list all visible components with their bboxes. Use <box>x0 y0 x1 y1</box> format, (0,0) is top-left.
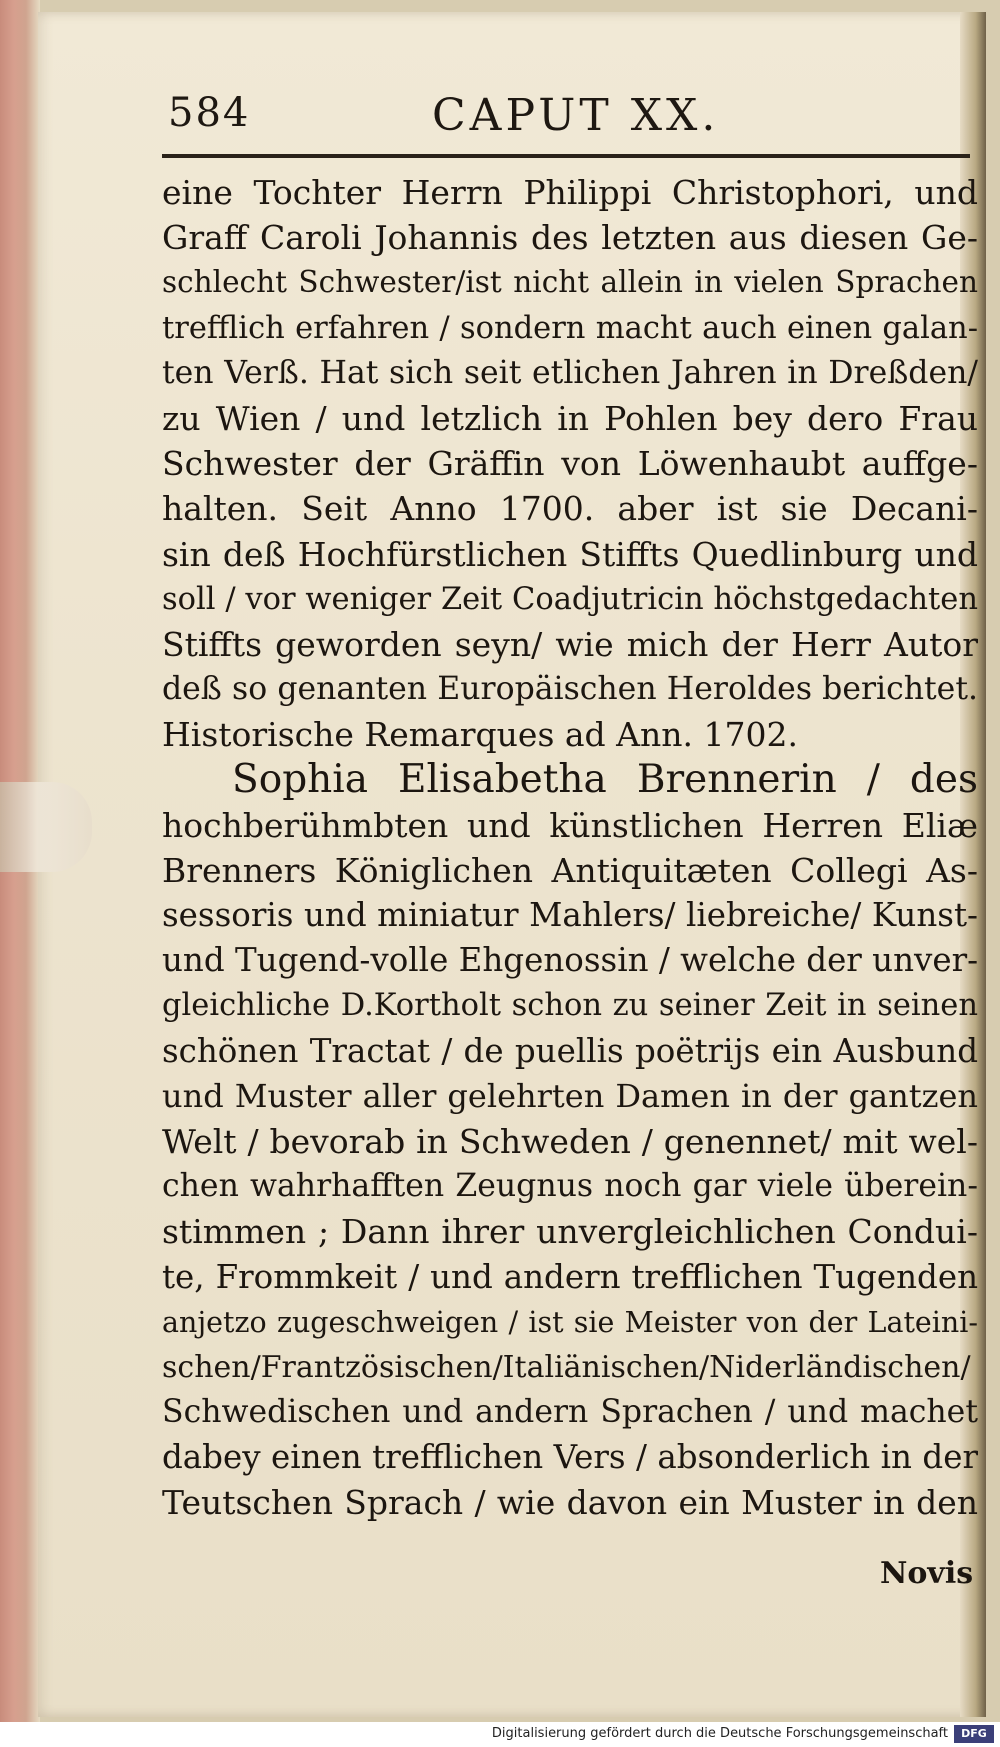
page-header <box>132 90 972 146</box>
header-rule <box>162 154 970 158</box>
page-tab-marker <box>0 782 92 872</box>
text-line: sin deß Hochfürstlichen Stiffts Quedlinburg und <box>162 534 978 574</box>
footer-credit: Digitalisierung gefördert durch die Deutsche Forschungsgemeinschaft <box>491 1726 948 1741</box>
text-line: Teutschen Sprach / wie davon ein Muster in den <box>162 1483 978 1523</box>
entry-heading: Sophia Elisabetha Brennerin / des <box>232 757 978 803</box>
catchword: Novis <box>880 1556 974 1591</box>
text-line: dabey einen trefflichen Vers / absonderlich in der <box>162 1438 978 1477</box>
text-line: zu Wien / und letzlich in Pohlen bey dero Frau <box>162 398 978 438</box>
text-line: Welt / bevorab in Schweden / genennet/ mit wel- <box>162 1121 978 1161</box>
text-line: Brenners Königlichen Antiquitæten Collegi As- <box>162 850 978 890</box>
text-line: Historische Remarques ad Ann. 1702. <box>162 715 798 755</box>
text-line: und Muster aller gelehrten Damen in der gantzen <box>162 1076 978 1115</box>
dfg-logo: DFG <box>954 1725 994 1743</box>
running-head: CAPUT XX. <box>432 90 720 141</box>
text-line: Schwester der Gräffin von Löwenhaubt auffge- <box>162 444 978 484</box>
text-line: chen wahrhafften Zeugnus noch gar viele überein- <box>162 1168 978 1205</box>
text-line: schen/Frantzösischen/Italiänischen/Niderländischen/ <box>162 1349 971 1385</box>
text-line: trefflich erfahren / sondern macht auch einen galan- <box>162 310 978 346</box>
text-line: eine Tochter Herrn Philippi Christophori, und <box>162 173 978 212</box>
text-line: gleichliche D.Kortholt schon zu seiner Zeit in seinen <box>162 988 978 1024</box>
text-line: deß so genanten Europäischen Heroldes berichtet. <box>162 671 978 708</box>
digitization-footer <box>0 1722 1000 1747</box>
text-line: und Tugend-volle Ehgenossin / welche der unver- <box>162 941 978 980</box>
text-line: stimmen ; Dann ihrer unvergleichlichen Condui- <box>162 1212 978 1252</box>
text-line: Schwedischen und andern Sprachen / und machet <box>162 1394 978 1431</box>
body-text <box>162 170 978 1526</box>
text-line: soll / vor weniger Zeit Coadjutricin höchstgedachten <box>162 581 978 617</box>
book-edge <box>0 0 40 1747</box>
text-line: ten Verß. Hat sich seit etlichen Jahren in Dreßden/ <box>162 354 978 391</box>
text-line: sessoris und miniatur Mahlers/ liebreiche/ Kunst- <box>162 896 978 934</box>
text-line: te, Frommkeit / und andern trefflichen Tugenden <box>162 1257 978 1296</box>
text-line: schönen Tractat / de puellis poëtrijs ein Ausbund <box>162 1031 978 1070</box>
text-line: schlecht Schwester/ist nicht allein in vielen Sprachen <box>162 265 978 300</box>
page-number: 584 <box>168 90 251 136</box>
text-line: Stiffts geworden seyn/ wie mich der Herr Autor <box>162 624 978 664</box>
text-line: anjetzo zugeschweigen / ist sie Meister von der Lateini- <box>162 1305 978 1339</box>
text-line: hochberühmbten und künstlichen Herren Eliæ <box>162 805 978 845</box>
text-line: halten. Seit Anno 1700. aber ist sie Decani- <box>162 489 978 529</box>
text-line: Graff Caroli Johannis des letzten aus diesen Ge- <box>162 218 978 258</box>
